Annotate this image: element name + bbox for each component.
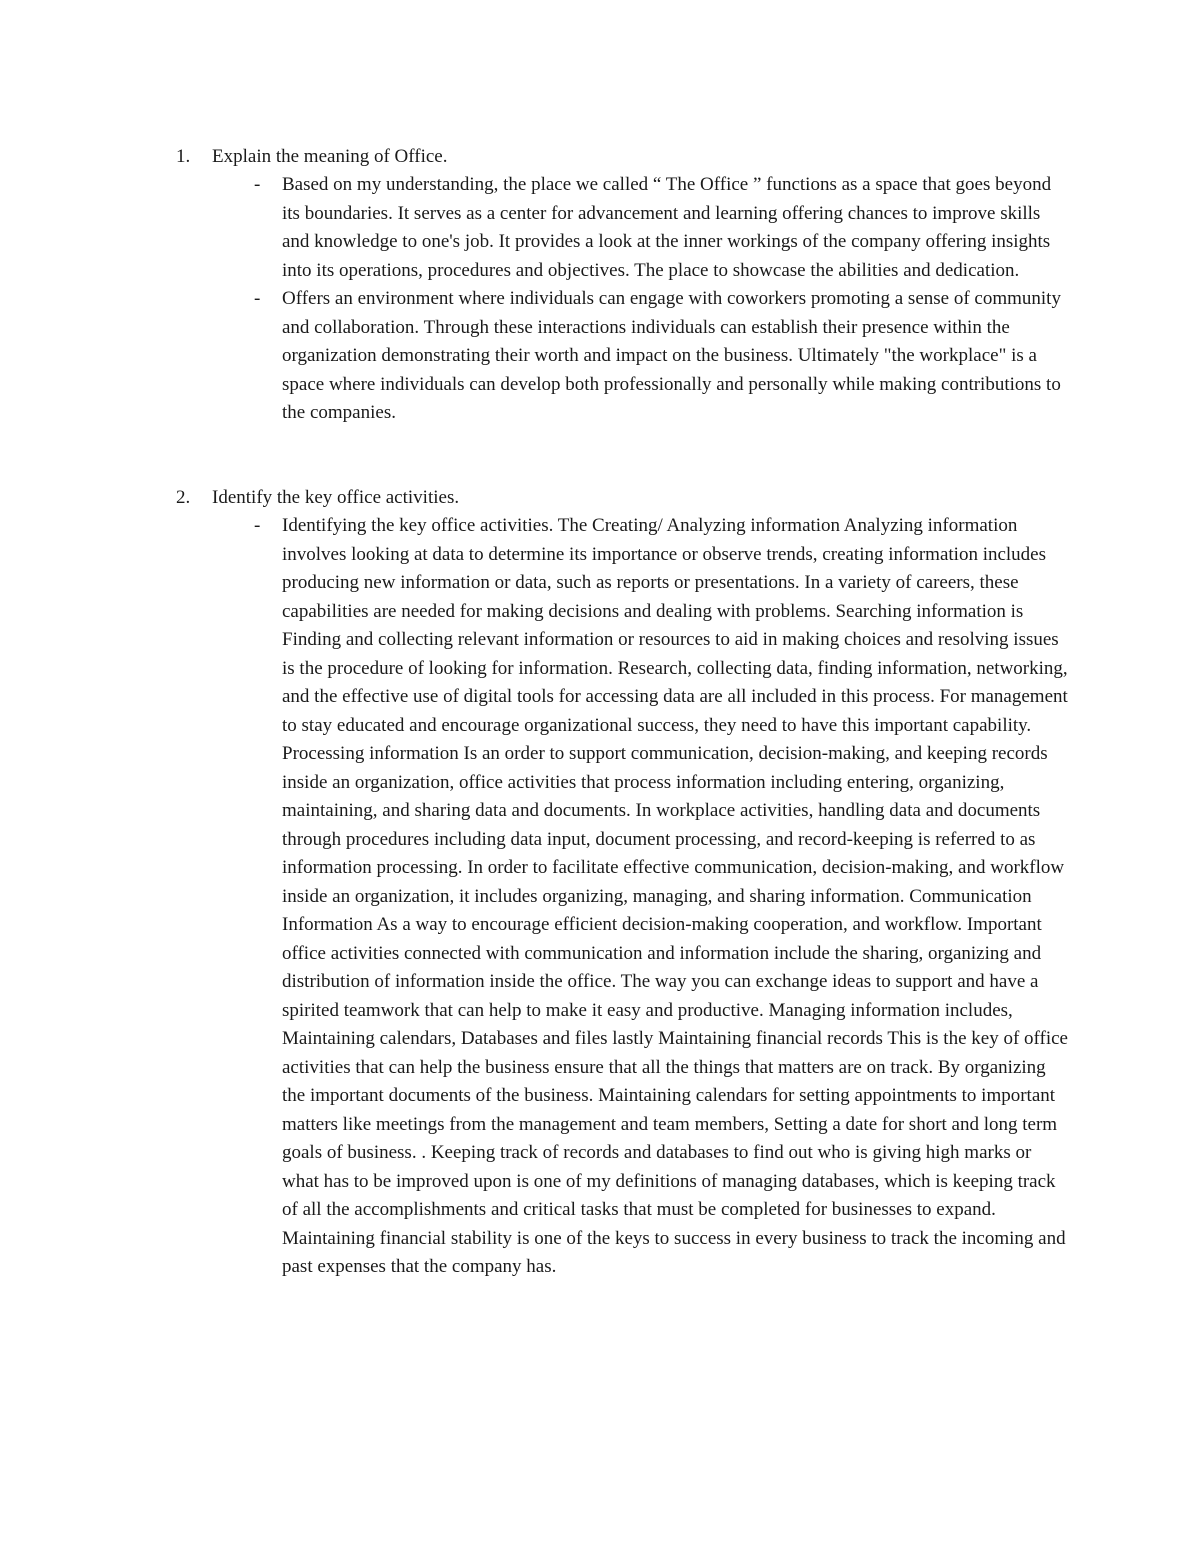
bullet-dash: -: [254, 515, 261, 536]
bullet-dash: -: [254, 288, 261, 309]
question-number: 1.: [176, 146, 191, 167]
question-number: 2.: [176, 487, 191, 508]
bullet-dash: -: [254, 174, 261, 195]
answer-item: [254, 285, 1072, 428]
question-heading: [176, 484, 1076, 512]
answer-text: Identifying the key office activities. The Creating/ Analyzing information Analyzing information involves looking at data to determine its importance or observe trends, creating information includes producing new information or data, such as reports or presentations. In a variety of careers, these capabilities are needed for making decisions and dealing with problems. Searching information is Finding and collecting relevant information or resources to aid in making choices and resolving issues is the procedure of looking for information. Research, collecting data, finding information, networking, and the effective use of digital tools for accessing data are all included in this process. For management to stay educated and encourage organizational success, they need to have this important capability. Processing information Is an order to support communication, decision-making, and keeping records inside an organization, office activities that process information including entering, organizing, maintaining, and sharing data and documents. In workplace activities, handling data and documents through procedures including data input, document processing, and record-keeping is referred to as information processing. In order to facilitate effective communication, decision-making, and workflow inside an organization, it includes organizing, managing, and sharing information. Communication Information As a way to encourage efficient decision-making cooperation, and workflow. Important office activities connected with communication and information include the sharing, organizing and distribution of information inside the office. The way you can exchange ideas to support and have a spirited teamwork that can help to make it easy and productive. Managing information includes, Maintaining calendars, Databases and files lastly Maintaining financial records This is the key of office activities that can help the business ensure that all the things that matters are on track. By organizing the important documents of the business. Maintaining calendars for setting appointments to important matters like meetings from the management and team members, Setting a date for short and long term goals of business. . Keeping track of records and databases to find out who is giving high marks or what has to be improved upon is one of my definitions of managing databases, which is keeping track of all the accomplishments and critical tasks that must be completed for businesses to expand. Maintaining financial stability is one of the keys to success in every business to track the incoming and past expenses that the company has.: [282, 515, 1068, 1277]
question-2: [176, 484, 1076, 1282]
answer-item: [254, 171, 1072, 285]
question-1: [176, 143, 1076, 428]
question-title: Identify the key office activities.: [212, 487, 460, 508]
answer-text: Offers an environment where individuals can engage with coworkers promoting a sense of community and collaboration. Through these interactions individuals can establish their presence within the organization demonstrating their worth and impact on the business. Ultimately "the workplace" is a space where individuals can develop both professionally and personally while making contributions to the companies.: [282, 288, 1061, 423]
question-heading: [176, 143, 1076, 171]
answer-item: [254, 512, 1072, 1282]
question-title: Explain the meaning of Office.: [212, 146, 448, 167]
answer-text: Based on my understanding, the place we called “ The Office ” functions as a space that goes beyond its boundaries. It serves as a center for advancement and learning offering chances to improve skills and knowledge to one's job. It provides a look at the inner workings of the company offering insights into its operations, procedures and objectives. The place to showcase the abilities and dedication.: [282, 174, 1052, 281]
